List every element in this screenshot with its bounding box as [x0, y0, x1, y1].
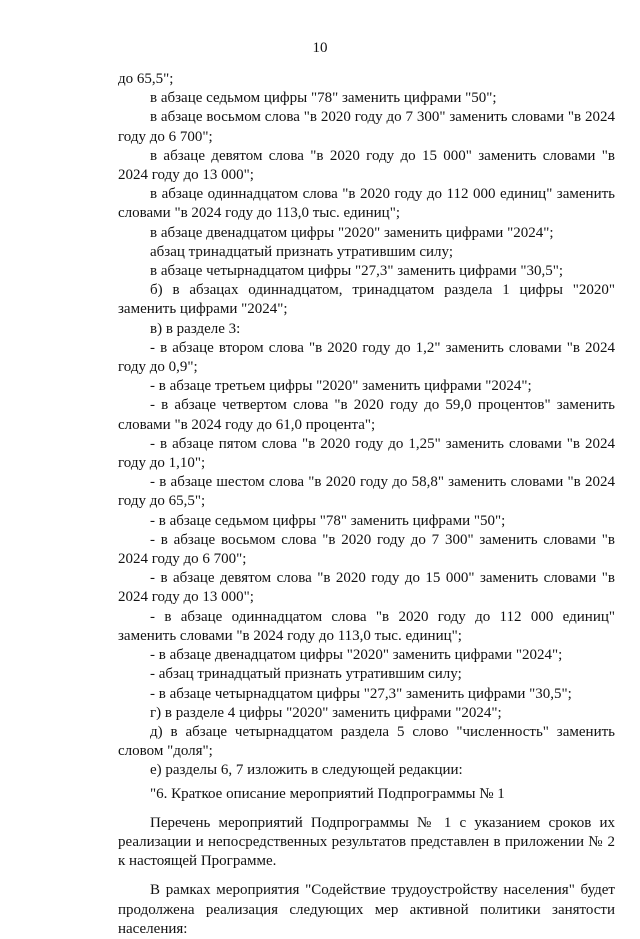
paragraph: В рамках мероприятия "Содействие трудоустройству населения" будет продолжена реализация следующих мер активной политики занятости населения: [118, 882, 615, 937]
paragraph: - абзац тринадцатый признать утратившим силу; [150, 666, 462, 683]
paragraph: - в абзаце четырнадцатом цифры "27,3" заменить цифрами "30,5"; [150, 685, 572, 702]
page-number: 10 [312, 40, 328, 56]
paragraph: - в абзаце одиннадцатом слова "в 2020 году до 112 000 единиц" заменить словами "в 2024 году до 113,0 тыс. единиц"; [118, 608, 615, 644]
paragraph: - в абзаце восьмом слова "в 2020 году до 7 300" заменить словами "в 2024 году до 6 700"; [118, 531, 615, 568]
paragraph: до 65,5"; [118, 71, 174, 87]
paragraph: - в абзаце седьмом цифры "78" заменить цифрами "50"; [150, 512, 506, 529]
paragraph: в абзаце четырнадцатом цифры "27,3" заменить цифрами "30,5"; [150, 263, 564, 280]
paragraph: в абзаце девятом слова "в 2020 году до 15 000" заменить словами "в 2024 году до 13 000"; [118, 147, 615, 184]
paragraph: г) в разделе 4 цифры "2020" заменить цифрами "2024"; [150, 704, 502, 721]
paragraph: Перечень мероприятий Подпрограммы № 1 с указанием сроков их реализации и непосредственных результатов представлен в приложении № 2 к настоящей Программе. [118, 814, 615, 870]
paragraph: - в абзаце втором слова "в 2020 году до 1,2" заменить словами "в 2024 году до 0,9"; [118, 339, 615, 376]
paragraph: в абзаце восьмом слова "в 2020 году до 7 300" заменить словами "в 2024 году до 6 700"; [118, 109, 615, 145]
paragraph: е) разделы 6, 7 изложить в следующей редакции: [150, 762, 463, 779]
paragraph: в абзаце седьмом цифры "78" заменить цифрами "50"; [150, 90, 497, 107]
paragraph: в абзаце двенадцатом цифры "2020" заменить цифрами "2024"; [150, 224, 554, 241]
paragraph: в) в разделе 3: [150, 320, 241, 337]
section-heading: "6. Краткое описание мероприятий Подпрограммы № 1 [150, 785, 505, 802]
paragraph: - в абзаце шестом слова "в 2020 году до 58,8" заменить словами "в 2024 году до 65,5"; [118, 474, 615, 510]
paragraph: - в абзаце четвертом слова "в 2020 году до 59,0 процентов" заменить словами "в 2024 году до 61,0 процента"; [118, 397, 615, 433]
paragraph: в абзаце одиннадцатом слова "в 2020 году до 112 000 единиц" заменить словами "в 2024 году до 113,0 тыс. единиц"; [118, 186, 615, 222]
paragraph: - в абзаце девятом слова "в 2020 году до 15 000" заменить словами "в 2024 году до 13 000"; [118, 570, 615, 606]
paragraph: - в абзаце пятом слова "в 2020 году до 1,25" заменить словами "в 2024 году до 1,10"; [118, 435, 615, 472]
document-body [118, 70, 615, 939]
paragraph: б) в абзацах одиннадцатом, тринадцатом раздела 1 цифры "2020" заменить цифрами "2024"; [118, 282, 615, 318]
paragraph: - в абзаце третьем цифры "2020" заменить цифрами "2024"; [150, 378, 532, 395]
paragraph: д) в абзаце четырнадцатом раздела 5 слово "численность" заменить словом "доля"; [118, 723, 615, 760]
paragraph: абзац тринадцатый признать утратившим силу; [150, 243, 453, 260]
paragraph: - в абзаце двенадцатом цифры "2020" заменить цифрами "2024"; [150, 647, 563, 664]
